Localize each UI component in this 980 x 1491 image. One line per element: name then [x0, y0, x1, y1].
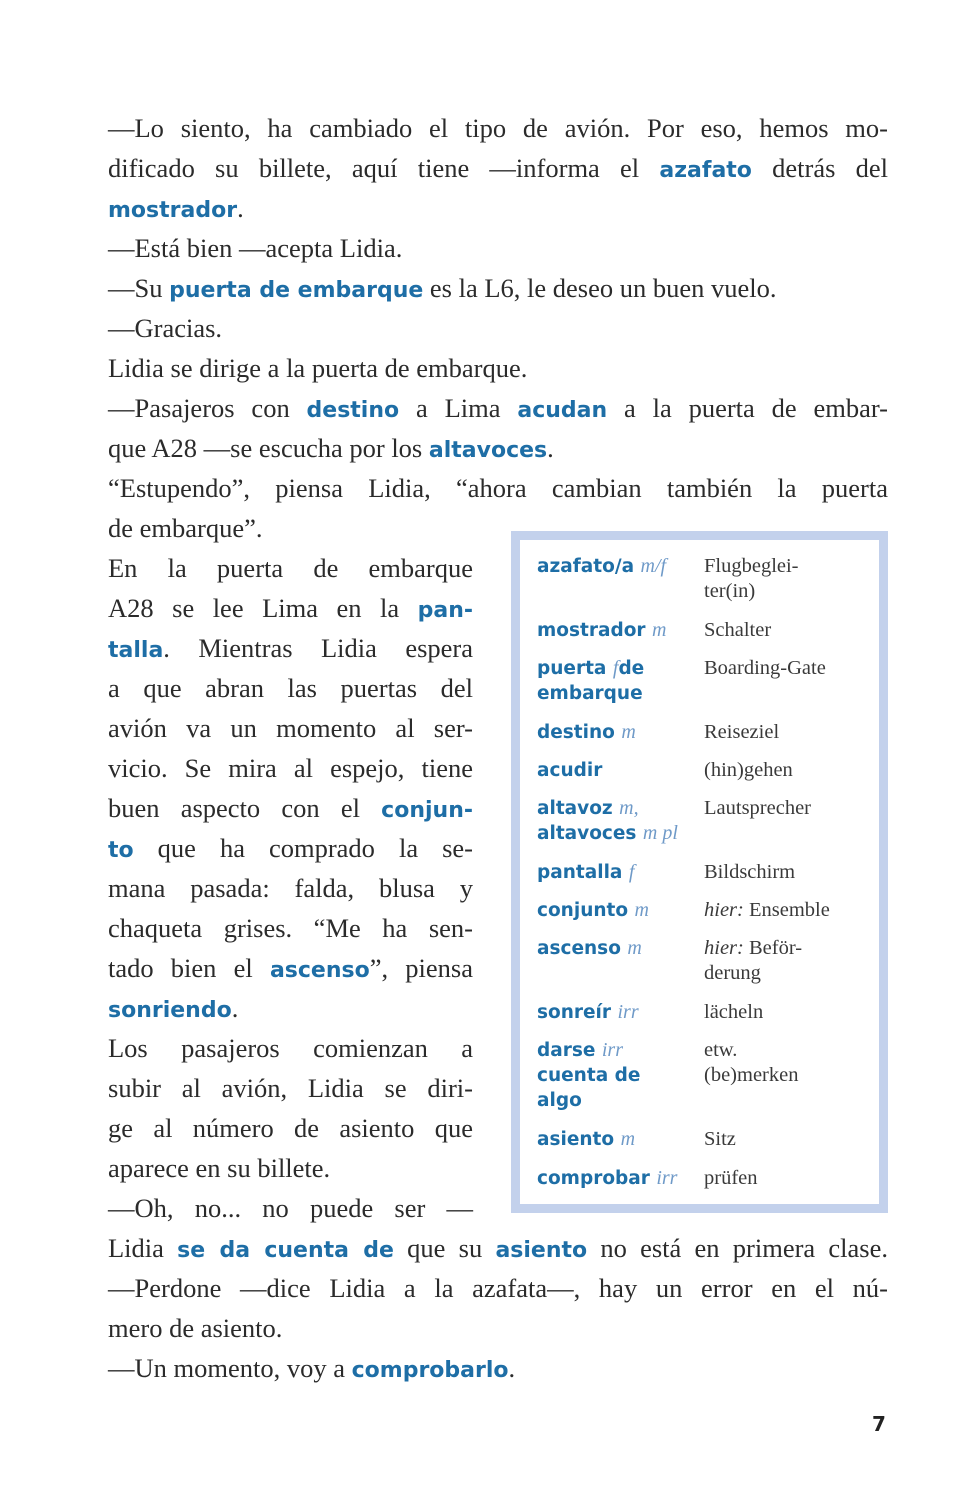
vocab-term: se da cuenta de: [177, 1238, 394, 1263]
page-number: 7: [872, 1412, 886, 1436]
text-line: —Pasajeros con destino a Lima acudan a la puerta de embar-: [108, 393, 888, 423]
text-line: —Su puerta de embarque es la L6, le deseo un buen vuelo.: [108, 273, 777, 303]
vocab-term: destino: [306, 398, 400, 423]
text-line: —Lo siento, ha cambiado el tipo de avión. Por eso, hemos mo-: [108, 113, 888, 143]
text-line: —Perdone —dice Lidia a la azafata—, hay un error en el nú-: [108, 1273, 888, 1303]
glossary-term: altavoz m, altavoces m pl: [537, 797, 678, 844]
vocab-term: to: [108, 838, 134, 863]
vocab-term: ascenso: [269, 958, 370, 983]
glossary-term: acudir: [537, 760, 603, 781]
vocab-term: comprobarlo: [351, 1358, 509, 1383]
text-line: A28 se lee Lima en la pan-: [108, 593, 473, 623]
vocab-term: mostrador: [108, 198, 238, 223]
text-line: ge al número de asiento que: [108, 1113, 473, 1143]
text-line: buen aspecto con el conjun-: [108, 793, 473, 823]
vocab-term: acudan: [517, 398, 608, 423]
text-line: Los pasajeros comienzan a: [108, 1033, 473, 1063]
vocab-term: conjun-: [381, 798, 473, 823]
vocab-term: asiento: [495, 1238, 588, 1263]
glossary-translation: etw. (be)merken: [704, 1039, 799, 1086]
vocab-term: sonriendo: [108, 998, 232, 1023]
glossary-translation: Lautsprecher: [704, 797, 811, 819]
text-line: talla. Mientras Lidia espera: [108, 633, 473, 663]
text-line: Lidia se da cuenta de que su asiento no está en primera clase.: [108, 1233, 889, 1263]
vocab-term: pan-: [417, 598, 473, 623]
glossary-term: conjunto m: [537, 899, 649, 921]
glossary-translation: Boarding-Gate: [704, 657, 826, 679]
text-line: —Está bien —acepta Lidia.: [108, 233, 403, 263]
vocab-term: azafato: [659, 158, 752, 183]
glossary-term: destino m: [537, 721, 636, 743]
text-line: sonriendo.: [108, 993, 239, 1023]
glossary-term: mostrador m: [537, 619, 667, 641]
text-line: aparece en su billete.: [108, 1153, 331, 1183]
text-line: a que abran las puertas del: [108, 673, 473, 703]
glossary-term: puerta fde embarque: [537, 657, 645, 704]
text-line: —Oh, no... no puede ser —: [108, 1193, 473, 1223]
text-line: subir al avión, Lidia se diri-: [108, 1073, 473, 1103]
text-line: dificado su billete, aquí tiene —informa el azafato detrás del: [108, 153, 888, 183]
glossary-translation: hier: Ensemble: [704, 899, 830, 921]
text-line: vicio. Se mira al espejo, tiene: [108, 753, 473, 783]
text-line: —Gracias.: [108, 313, 223, 343]
glossary-term: ascenso m: [537, 937, 642, 959]
glossary-translation: Bildschirm: [704, 861, 796, 883]
glossary-translation: prüfen: [704, 1167, 758, 1189]
glossary-translation: Schalter: [704, 619, 772, 641]
text-line: chaqueta grises. “Me ha sen-: [108, 913, 473, 943]
glossary-translation: hier: Beför- derung: [704, 937, 803, 984]
text-line: “Estupendo”, piensa Lidia, “ahora cambian también la puerta: [108, 473, 888, 503]
text-line: Lidia se dirige a la puerta de embarque.: [108, 353, 528, 383]
text-line: avión va un momento al ser-: [108, 713, 473, 743]
text-line: de embarque”.: [108, 513, 263, 543]
vocab-term: altavoces: [428, 438, 548, 463]
text-line: —Un momento, voy a comprobarlo.: [108, 1353, 516, 1383]
glossary-translation: Sitz: [704, 1128, 736, 1150]
glossary-translation: (hin)gehen: [704, 759, 793, 781]
text-line: to que ha comprado la se-: [108, 833, 473, 863]
glossary-term: comprobar irr: [537, 1167, 678, 1189]
glossary-translation: lächeln: [704, 1001, 764, 1023]
text-line: mostrador.: [108, 193, 244, 223]
vocab-term: talla: [108, 638, 164, 663]
text-line: En la puerta de embarque: [108, 553, 473, 583]
glossary-term: azafato/a m/f: [537, 555, 667, 577]
glossary-term: asiento m: [537, 1128, 636, 1150]
text-line: mana pasada: falda, blusa y: [108, 873, 473, 903]
glossary-term: pantalla f: [537, 861, 635, 883]
text-line: tado bien el ascenso”, piensa: [108, 953, 473, 983]
text-line: que A28 —se escucha por los altavoces.: [108, 433, 554, 463]
text-line: mero de asiento.: [108, 1313, 283, 1343]
vocab-term: puerta de embarque: [169, 278, 424, 303]
glossary-term: sonreír irr: [537, 1001, 639, 1023]
glossary-term: darse irr cuenta de algo: [537, 1039, 641, 1111]
glossary-translation: Reiseziel: [704, 721, 780, 743]
glossary-translation: Flugbeglei- ter(in): [704, 555, 799, 602]
